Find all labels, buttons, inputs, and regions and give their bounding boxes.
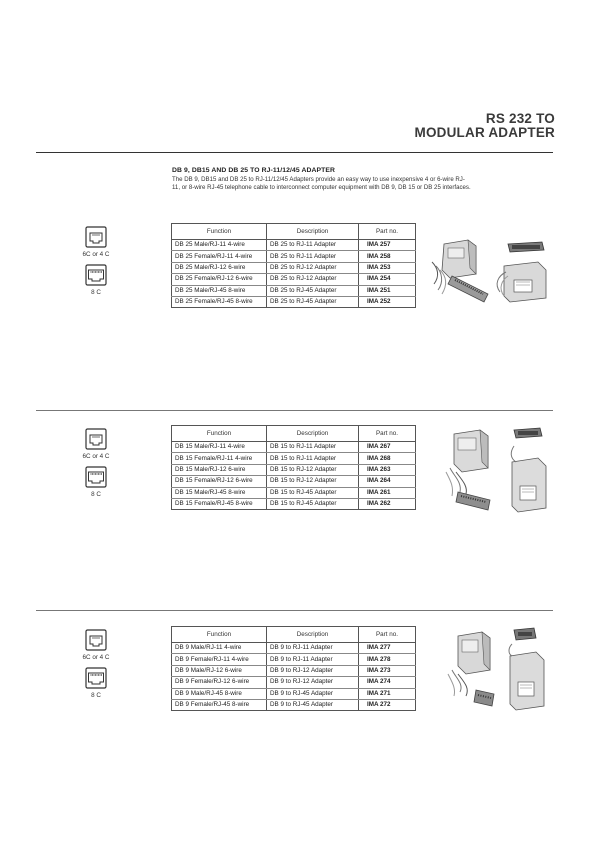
- cell-function: DB 15 Male/RJ-11 4-wire: [172, 442, 267, 453]
- intro-block: [172, 167, 472, 191]
- table-row: [172, 487, 416, 498]
- cell-part: IMA 254: [359, 274, 416, 285]
- cell-function: DB 25 Female/RJ-45 8-wire: [172, 296, 267, 307]
- cell-function: DB 25 Female/RJ-11 4-wire: [172, 251, 267, 262]
- cell-function: DB 9 Female/RJ-12 6-wire: [172, 677, 267, 688]
- header-part: Part no.: [359, 627, 416, 643]
- page-title: [415, 112, 556, 140]
- cell-function: DB 25 Male/RJ-11 4-wire: [172, 240, 267, 251]
- header-part: Part no.: [359, 224, 416, 240]
- cell-part: IMA 278: [359, 654, 416, 665]
- cell-part: IMA 252: [359, 296, 416, 307]
- cell-function: DB 25 Female/RJ-12 6-wire: [172, 274, 267, 285]
- cell-function: DB 15 Male/RJ-12 6-wire: [172, 464, 267, 475]
- parts-table-db25: [171, 223, 416, 308]
- jack-icons-db9: [80, 629, 112, 705]
- table-row: [172, 665, 416, 676]
- cell-description: DB 15 to RJ-12 Adapter: [267, 476, 359, 487]
- header-function: Function: [172, 426, 267, 442]
- rj45-jack-icon: [85, 667, 107, 689]
- header-description: Description: [267, 426, 359, 442]
- section-rule-bottom: [36, 610, 553, 611]
- cell-part: IMA 264: [359, 476, 416, 487]
- rj11-jack-icon: [85, 629, 107, 651]
- title-line-2: MODULAR ADAPTER: [414, 125, 555, 140]
- table-row: [172, 240, 416, 251]
- cell-function: DB 9 Female/RJ-45 8-wire: [172, 699, 267, 710]
- cell-description: DB 25 to RJ-12 Adapter: [267, 262, 359, 273]
- parts-table-db15: [171, 425, 416, 510]
- cell-function: DB 9 Male/RJ-12 6-wire: [172, 665, 267, 676]
- section-rule-middle: [36, 410, 553, 411]
- adapter-photo-db25: [428, 236, 554, 312]
- cell-description: DB 15 to RJ-45 Adapter: [267, 498, 359, 509]
- header-function: Function: [172, 224, 267, 240]
- cell-part: IMA 253: [359, 262, 416, 273]
- cell-function: DB 9 Female/RJ-11 4-wire: [172, 654, 267, 665]
- cell-part: IMA 257: [359, 240, 416, 251]
- rj11-jack-icon: [85, 428, 107, 450]
- cell-function: DB 25 Male/RJ-12 6-wire: [172, 262, 267, 273]
- cell-part: IMA 273: [359, 665, 416, 676]
- cell-description: DB 9 to RJ-12 Adapter: [267, 677, 359, 688]
- jack-label-small: 6C or 4 C: [82, 251, 110, 258]
- cell-part: IMA 272: [359, 699, 416, 710]
- jack-icons-db25: [80, 226, 112, 302]
- cell-description: DB 15 to RJ-11 Adapter: [267, 442, 359, 453]
- cell-function: DB 9 Male/RJ-11 4-wire: [172, 643, 267, 654]
- cell-part: IMA 262: [359, 498, 416, 509]
- cell-description: DB 9 to RJ-12 Adapter: [267, 665, 359, 676]
- cell-function: DB 15 Male/RJ-45 8-wire: [172, 487, 267, 498]
- jack-label-large: 8 C: [91, 491, 101, 498]
- table-row: [172, 285, 416, 296]
- cell-function: DB 15 Female/RJ-45 8-wire: [172, 498, 267, 509]
- cell-description: DB 9 to RJ-11 Adapter: [267, 654, 359, 665]
- cell-description: DB 25 to RJ-45 Adapter: [267, 296, 359, 307]
- jack-label-large: 8 C: [91, 289, 101, 296]
- cell-part: IMA 263: [359, 464, 416, 475]
- section-rule-top: [36, 152, 553, 153]
- rj45-jack-icon: [85, 264, 107, 286]
- cell-function: DB 9 Male/RJ-45 8-wire: [172, 688, 267, 699]
- header-description: Description: [267, 627, 359, 643]
- header-part: Part no.: [359, 426, 416, 442]
- table-row: [172, 251, 416, 262]
- header-function: Function: [172, 627, 267, 643]
- table-row: [172, 688, 416, 699]
- rj11-jack-icon: [85, 226, 107, 248]
- header-description: Description: [267, 224, 359, 240]
- cell-part: IMA 251: [359, 285, 416, 296]
- jack-label-small: 6C or 4 C: [82, 453, 110, 460]
- cell-description: DB 25 to RJ-11 Adapter: [267, 251, 359, 262]
- table-row: [172, 296, 416, 307]
- table-row: [172, 677, 416, 688]
- cell-part: IMA 261: [359, 487, 416, 498]
- intro-heading: DB 9, DB15 AND DB 25 TO RJ-11/12/45 ADAPTER: [172, 167, 336, 174]
- cell-part: IMA 268: [359, 453, 416, 464]
- cell-part: IMA 258: [359, 251, 416, 262]
- table-row: [172, 699, 416, 710]
- table-row: [172, 498, 416, 509]
- jack-label-large: 8 C: [91, 692, 101, 699]
- table-row: [172, 643, 416, 654]
- cell-part: IMA 271: [359, 688, 416, 699]
- intro-text: The DB 9, DB15 and DB 25 to RJ-11/12/45 Adapters provide an easy way to use inexpensive 4 or 6-wire RJ-11, or 8-wire RJ-45 telephone cable to interconnect computer equipment with DB 9, DB 15 or DB 25 interfaces.: [172, 176, 471, 191]
- cell-part: IMA 277: [359, 643, 416, 654]
- cell-description: DB 25 to RJ-12 Adapter: [267, 274, 359, 285]
- table-row: [172, 274, 416, 285]
- rj45-jack-icon: [85, 466, 107, 488]
- cell-description: DB 9 to RJ-11 Adapter: [267, 643, 359, 654]
- table-row: [172, 262, 416, 273]
- jack-label-small: 6C or 4 C: [82, 654, 110, 661]
- adapter-photo-db9: [446, 626, 552, 720]
- cell-function: DB 15 Female/RJ-12 6-wire: [172, 476, 267, 487]
- jack-icons-db15: [80, 428, 112, 504]
- table-row: [172, 453, 416, 464]
- cell-function: DB 25 Male/RJ-45 8-wire: [172, 285, 267, 296]
- table-row: [172, 442, 416, 453]
- table-row: [172, 476, 416, 487]
- cell-description: DB 15 to RJ-11 Adapter: [267, 453, 359, 464]
- cell-description: DB 15 to RJ-45 Adapter: [267, 487, 359, 498]
- cell-part: IMA 274: [359, 677, 416, 688]
- cell-description: DB 9 to RJ-45 Adapter: [267, 699, 359, 710]
- parts-table-db9: [171, 626, 416, 711]
- table-row: [172, 654, 416, 665]
- cell-description: DB 25 to RJ-11 Adapter: [267, 240, 359, 251]
- cell-description: DB 25 to RJ-45 Adapter: [267, 285, 359, 296]
- title-line-1: RS 232 TO: [485, 111, 555, 126]
- cell-function: DB 15 Female/RJ-11 4-wire: [172, 453, 267, 464]
- cell-part: IMA 267: [359, 442, 416, 453]
- adapter-photo-db15: [440, 424, 552, 520]
- cell-description: DB 15 to RJ-12 Adapter: [267, 464, 359, 475]
- cell-description: DB 9 to RJ-45 Adapter: [267, 688, 359, 699]
- table-row: [172, 464, 416, 475]
